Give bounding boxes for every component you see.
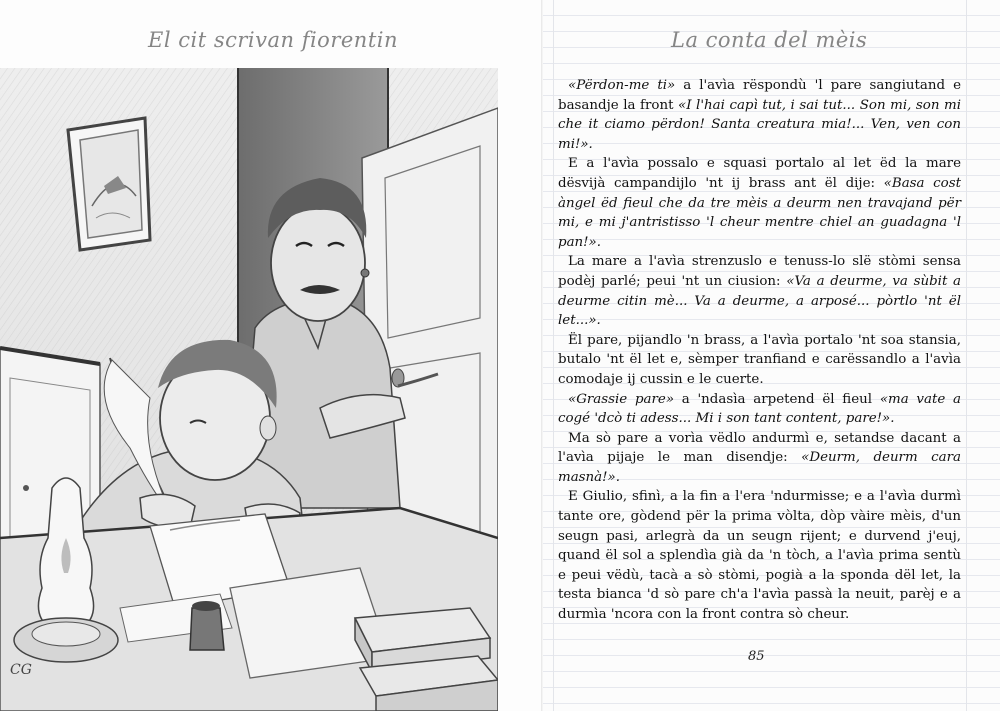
dialogue-text: «Basa cost àngel ëd fieul che da tre mèis a deurm nen travajand për mi, e mi j'antristisso 'l cheur mentre chiel an guadagna 'l pan!».: [558, 175, 961, 250]
illustration-signature: CG: [10, 662, 32, 678]
story-paragraph: [558, 252, 961, 330]
margin-line-right: [966, 0, 967, 711]
narration-text: a l'avìa rëspondù 'l pare sangiutand e basandje la front: [558, 78, 961, 113]
pencil-illustration: [0, 68, 498, 711]
narration-text: E a l'avìa possalo e squasi portalo al let ëd la mare dësvijà campandijlo 'nt ij brass ant ël dije:: [558, 156, 961, 191]
margin-line-left: [553, 0, 554, 711]
story-paragraph: [558, 487, 961, 624]
dialogue-text: «I l'hai capì tut, i sai tut... Son mi, son mi che it ciamo përdon! Santa creatura mia!... Ven, ven con mi!».: [558, 97, 961, 152]
dialogue-text: «Deurm, deurm cara masnà!».: [558, 450, 961, 485]
dialogue-text: «Grassie pare»: [568, 391, 675, 407]
dialogue-text: «ma vate a cogé 'dcò ti adess... Mi i son tant content, pare!».: [558, 391, 961, 427]
right-page: [543, 0, 1000, 711]
narration-text: Ma sò pare a vorìa vëdlo andurmì e, setandse dacant a l'avìa pijaje le man disendje:: [558, 430, 961, 466]
story-paragraph: [558, 154, 961, 252]
story-text: [558, 76, 961, 625]
narration-text: La mare a l'avìa strenzuslo e tenuss-lo slë stòmi sensa podèj parlé; peui 'nt un ciusion:: [558, 254, 961, 289]
right-running-title: La conta del mèis: [671, 28, 868, 52]
narration-text: a 'ndasìa arpetend ël fieul: [674, 391, 880, 407]
story-paragraph: [558, 76, 961, 154]
narration-text: Ël pare, pijandlo 'n brass, a l'avìa portalo 'nt soa stansia, butalo 'nt ël let e, sèmper tranfiand e carëssandlo a l'avìa comodaje ij cussin e le cuerte.: [558, 332, 961, 387]
left-running-title: El cit scrivan fiorentin: [148, 28, 398, 52]
story-paragraph: [558, 331, 961, 390]
dialogue-text: «Përdon-me ti»: [568, 78, 676, 93]
page-number: 85: [748, 649, 765, 664]
dialogue-text: «Va a deurme, va sùbit a deurme citin mè... Va a deurme, a arposé... pòrtlo 'nt ël let...».: [558, 273, 962, 329]
narration-text: E Giulio, sfinì, a la fin a l'era 'ndurmisse; e a l'avìa durmì tante ore, gòdend për la prima vòlta, dòp vàire mèis, d'un seugn pasi, arlegrà da un seugn rijent; e durvend j'euj, quand ël sol a splendìa già da 'n tòch, a l'avìa prima sentù e peui vëdù, tacà a sò stòmi, pogià a la sponda dël let, la testa bianca 'd sò pare ch'a l'avìa passà la neuit, parèj e a durmìa 'ncora con la front contra sò cheur.: [558, 489, 961, 623]
story-paragraph: [558, 429, 961, 488]
story-paragraph: [558, 390, 961, 429]
